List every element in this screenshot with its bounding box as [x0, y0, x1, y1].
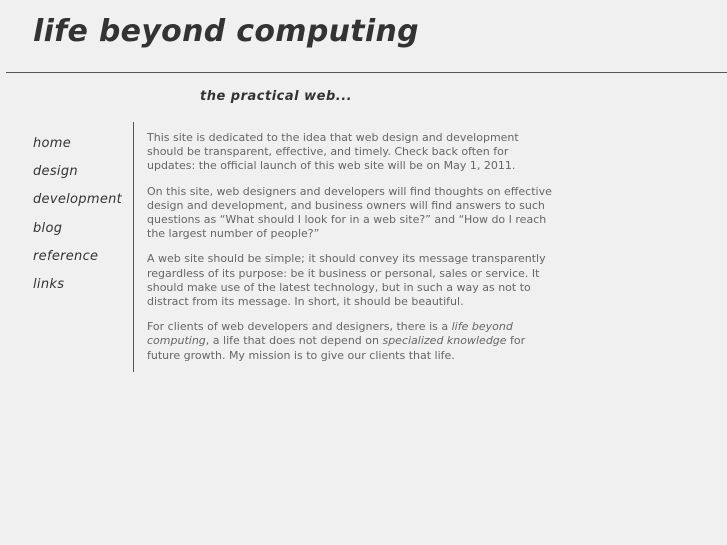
main-nav: [33, 132, 133, 301]
site-title: life beyond computing: [33, 14, 419, 49]
site-tagline: the practical web...: [200, 89, 353, 104]
mission-paragraph: [147, 320, 557, 363]
nav-item-reference: [33, 245, 133, 273]
nav-item-blog: [33, 217, 133, 245]
mission-text-start: For clients of web developers and designers, there is a: [147, 320, 452, 334]
nav-link-design[interactable]: design: [33, 164, 78, 180]
nav-link-home[interactable]: home: [33, 136, 72, 151]
nav-link-reference[interactable]: reference: [33, 248, 99, 264]
nav-link-blog[interactable]: blog: [33, 220, 63, 236]
nav-item-links: [33, 273, 133, 301]
header-divider: [6, 72, 727, 73]
nav-item-design: [33, 160, 133, 188]
mission-text-middle: , a life that does not depend on: [205, 334, 383, 348]
nav-item-development: [33, 188, 133, 216]
intro-paragraph: This site is dedicated to the idea that web design and development should be transparent, effective, and timely. Check back often for updates: the official launch of this web site will be on May 1, 2011.: [147, 131, 519, 173]
mission-emphasis-life: life beyond computing: [147, 320, 513, 348]
nav-divider: [133, 122, 134, 372]
philosophy-paragraph: A web site should be simple; it should convey its message transparently regardless of its purpose: be it business or personal, sales or service. It should make use of the latest technology, but in such a way as not to distract from its message. In short, it should be beautiful.: [147, 252, 546, 309]
nav-link-links[interactable]: links: [33, 276, 65, 292]
mission-text-end: for future growth. My mission is to give our clients that life.: [147, 334, 526, 362]
nav-link-development[interactable]: development: [33, 192, 123, 208]
main-content: [147, 131, 557, 374]
mission-emphasis-knowledge: specialized knowledge: [382, 334, 507, 348]
audience-paragraph: On this site, web designers and developers will find thoughts on effective design and development, and business owners will find answers to such questions as “What should I look for in a web site?” and “How do I reach the largest number of people?”: [147, 184, 552, 241]
nav-item-home: [33, 132, 133, 160]
